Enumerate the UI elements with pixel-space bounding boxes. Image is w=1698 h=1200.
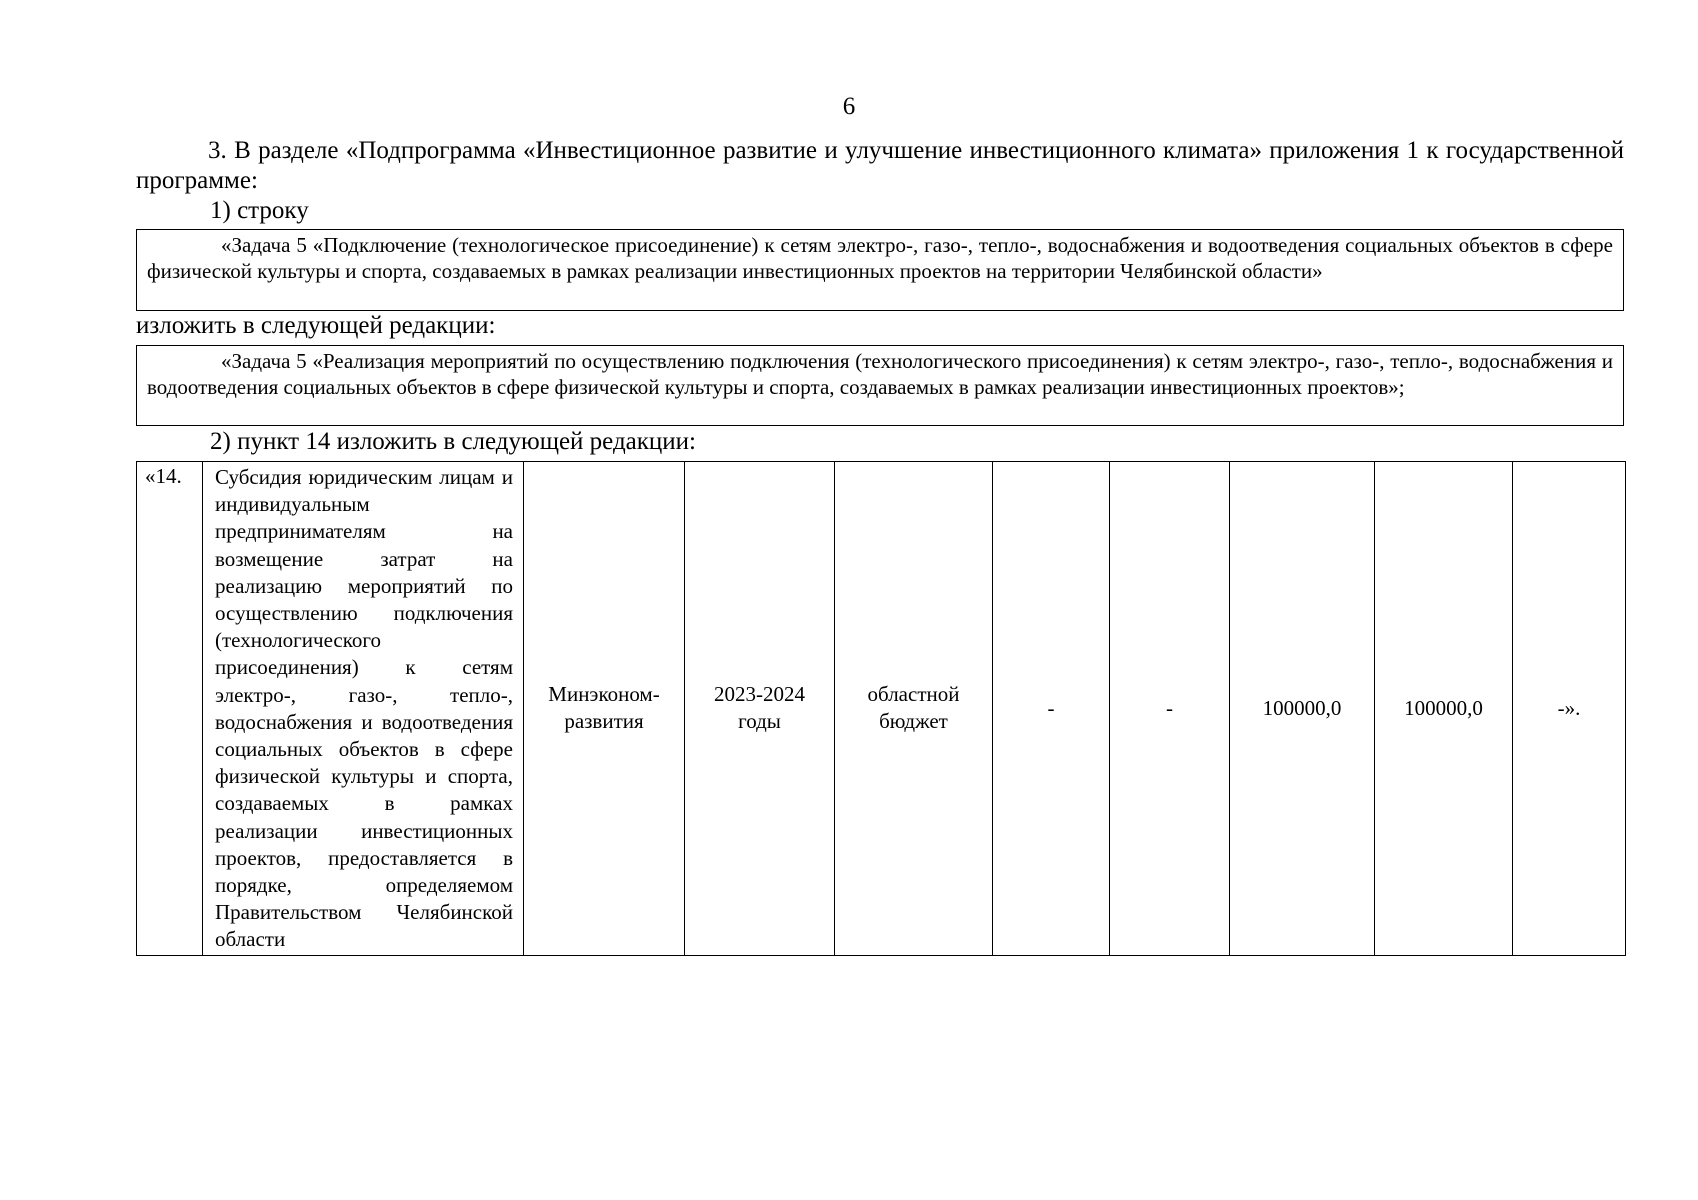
page-number: 6: [842, 93, 856, 120]
new-task-box: «Задача 5 «Реализация мероприятий по осуществлению подключения (технологического присоединения) к сетям электро-, газо-, тепло-, водоснабжения и водоотведения социальных объектов в сфере физической культуры и спорта, создаваемых в рамках реализации инвестиционных проектов»;: [136, 345, 1624, 426]
item-2-label: 2) пункт 14 изложить в следующей редакции:: [210, 428, 696, 455]
source-line-2: бюджет: [879, 709, 948, 734]
row-description: [203, 462, 524, 956]
row-number: «14.: [137, 462, 203, 956]
period-cell: [685, 462, 835, 956]
table-row: [137, 462, 1626, 956]
old-task-box: «Задача 5 «Подключение (технологическое присоединение) к сетям электро-, газо-, тепло-, водоснабжения и водоотведения социальных объектов в сфере физической культуры и спорта, создаваемых в рамках реализации инвестиционных проектов на территории Челябинской области»: [136, 229, 1624, 311]
executor-line-2: развития: [564, 709, 644, 734]
value-cell-4: 100000,0: [1375, 462, 1513, 956]
restate-label: изложить в следующей редакции:: [136, 312, 496, 339]
source-line-1: областной: [867, 682, 960, 707]
value-cell-2: -: [1110, 462, 1230, 956]
row-description-text: Субсидия юридическим лицам и индивидуальным предпринимателям на возмещение затрат на реализацию мероприятий по осуществлению подключения (технологического присоединения) к сетям электро-, газо-, тепло-, водоснабжения и водоотведения социальных объектов в сфере физической культуры и спорта, создаваемых в рамках реализации инвестиционных проектов, предоставляется в порядке, определяемом Правительством Челябинской области: [215, 465, 513, 952]
item-1-label: 1) строку: [210, 197, 309, 224]
period-line-2: годы: [738, 709, 781, 734]
closing-cell: -».: [1513, 462, 1626, 956]
paragraph-3: 3. В разделе «Подпрограмма «Инвестиционное развитие и улучшение инвестиционного климата» приложения 1 к государственной программе:: [136, 137, 1624, 194]
period-line-1: 2023-2024: [714, 682, 805, 707]
source-cell: [835, 462, 993, 956]
value-cell-1: -: [993, 462, 1110, 956]
value-cell-3: 100000,0: [1230, 462, 1375, 956]
executor-cell: [524, 462, 685, 956]
item-14-table: [136, 461, 1626, 956]
executor-line-1: Минэконом-: [548, 682, 660, 707]
